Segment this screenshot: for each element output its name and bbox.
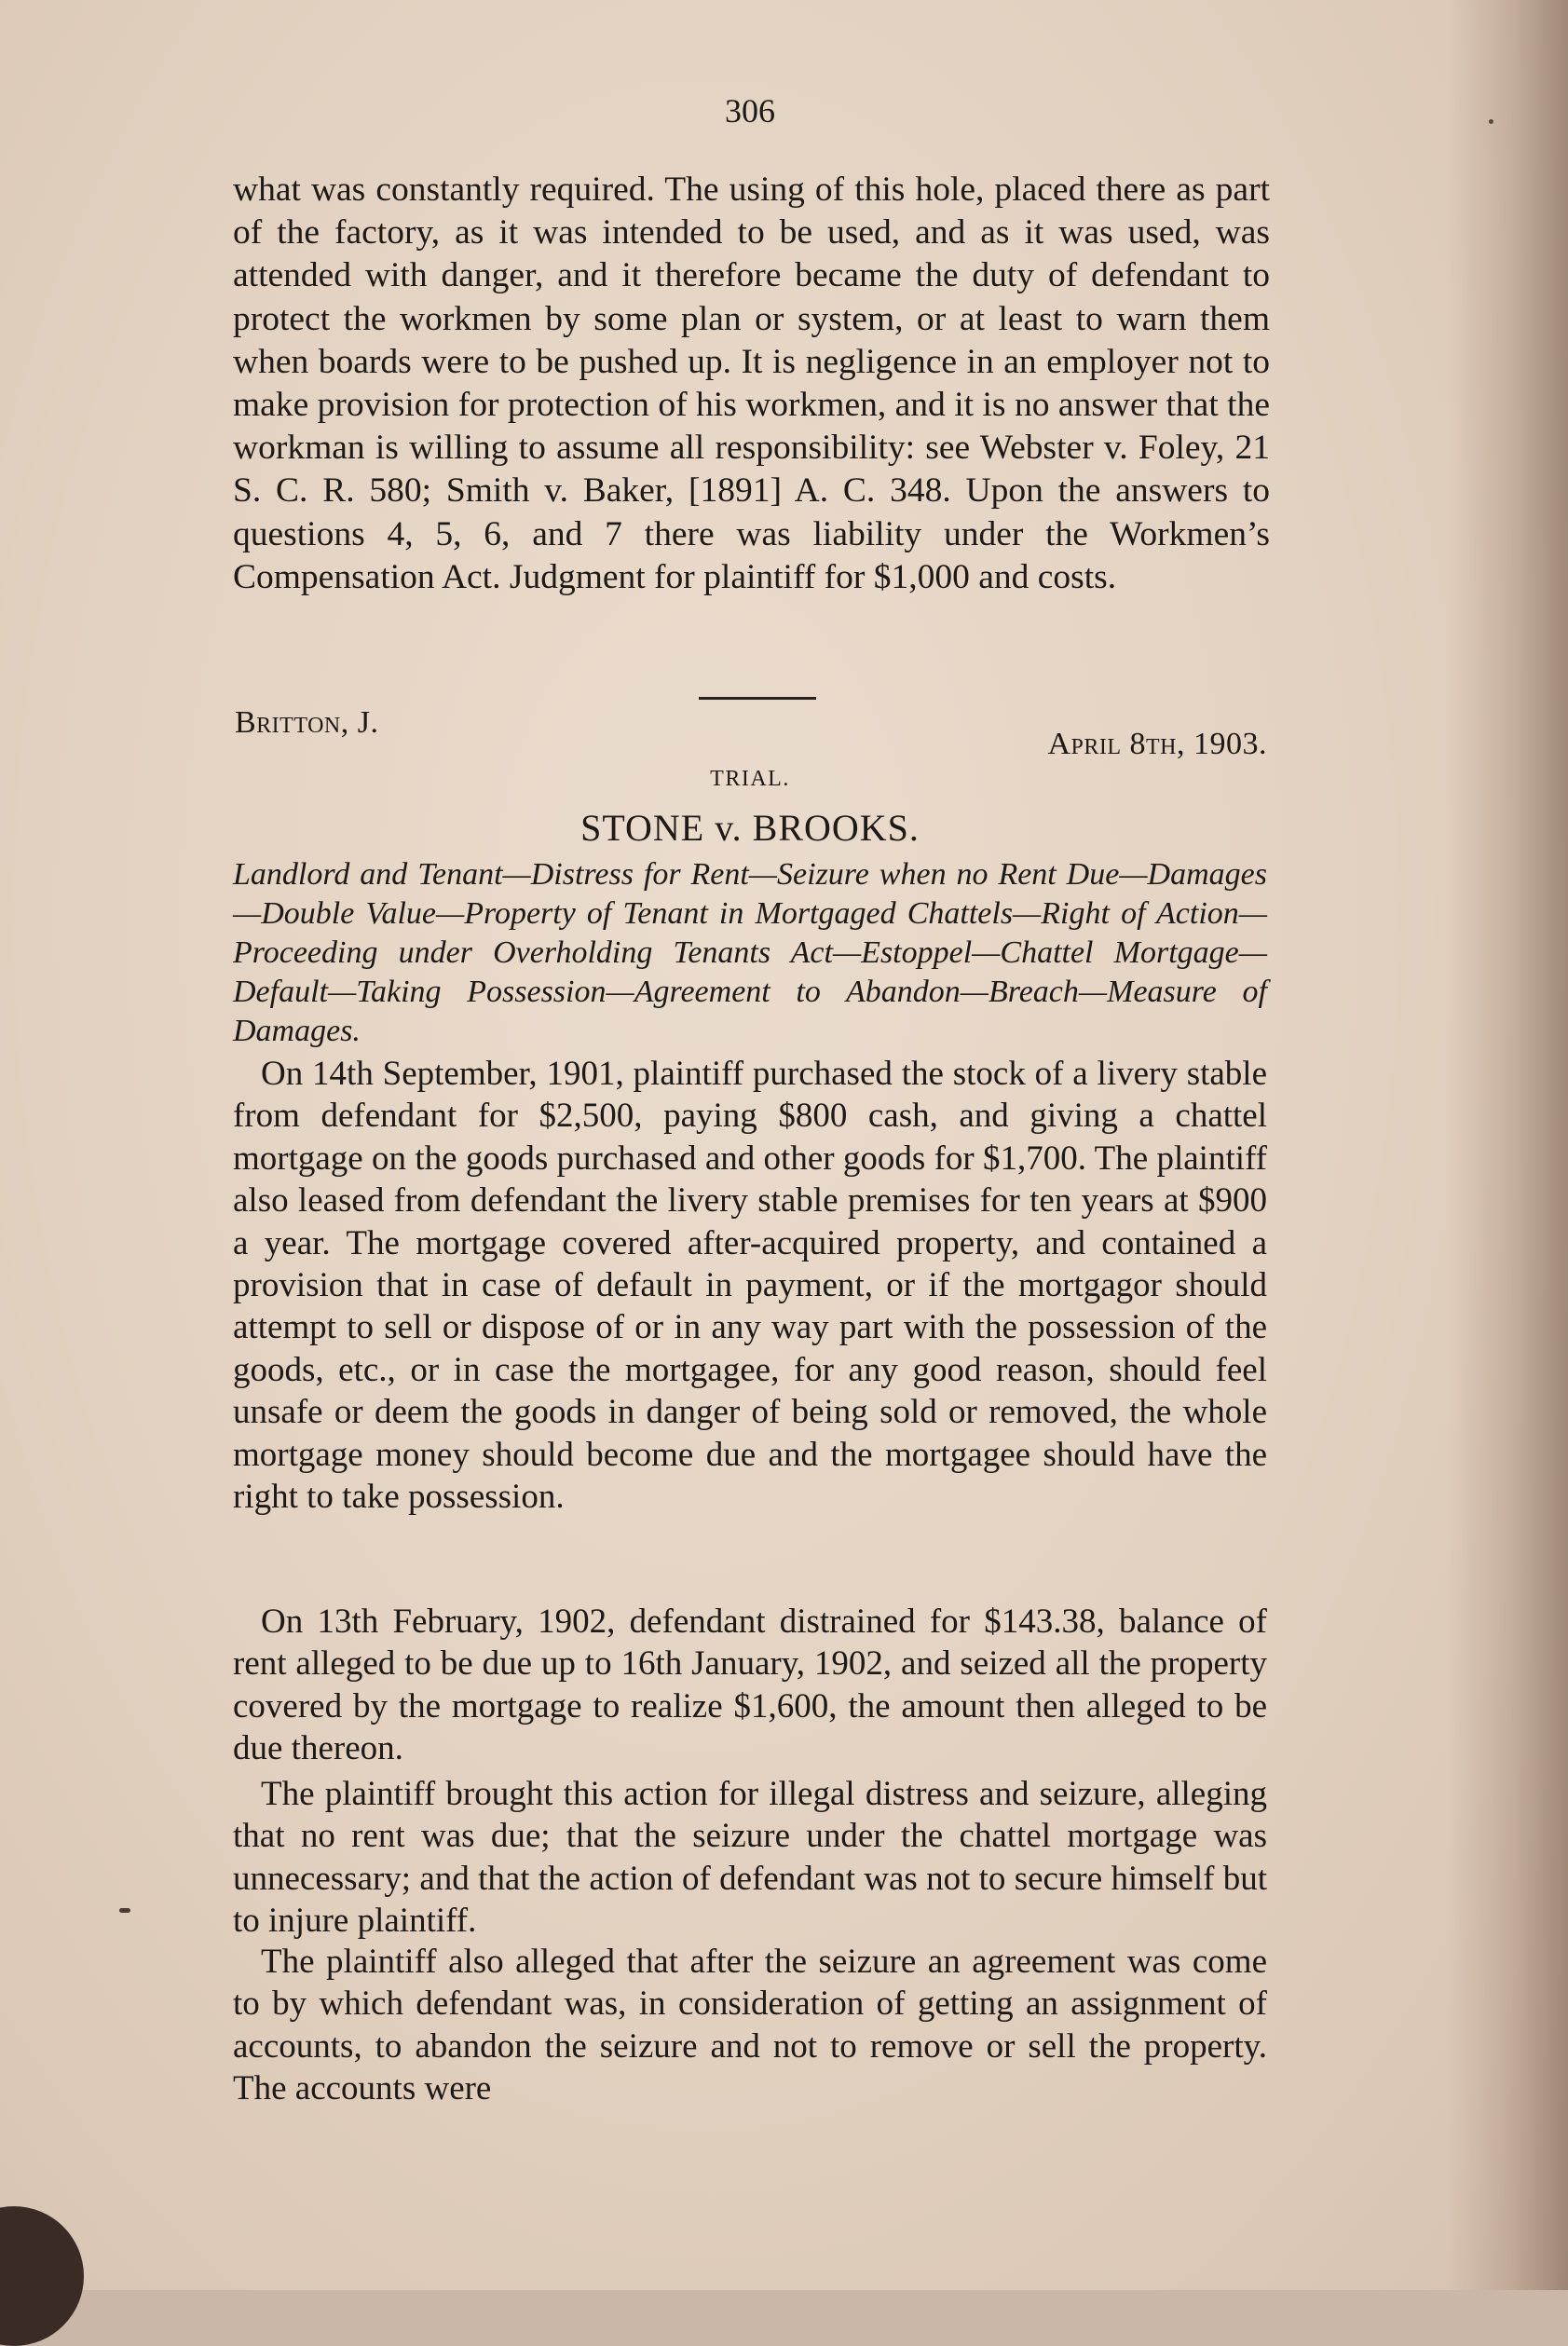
spine-shadow <box>1447 0 1568 2290</box>
scanner-corner-shadow <box>0 2206 84 2346</box>
trial-label: TRIAL. <box>710 767 790 791</box>
paragraph-agreement: The plaintiff also alleged that after the seizure an agreement was come to by which defendant was, in consideration of getting an assignment of accounts, to abandon the seizure and not to remove or sell the property. The accounts were <box>233 1943 1267 2108</box>
paragraph-action: The plaintiff brought this action for illegal distress and seizure, alleging that no rent was due; that the seizure under the chattel mortgage was unnecessary; and that the action of defendant was not to secure himself but to injure plaintiff. <box>233 1775 1267 1941</box>
page-number: 306 <box>725 92 775 130</box>
judge-name: Britton, J. <box>235 705 379 740</box>
paper-speck <box>1489 119 1493 124</box>
decision-date: April 8th, 1903. <box>1047 727 1267 761</box>
paragraph-distress: On 13th February, 1902, defendant distrained for $143.38, balance of rent alleged to be due up to 16th January, 1902, and seized all the property covered by the mortgage to realize $1,600, the amount then alleged to be due thereon. <box>233 1603 1267 1768</box>
ink-smudge <box>119 1908 130 1913</box>
case-title: STONE v. BROOKS. <box>580 807 920 849</box>
paragraph-facts: On 14th September, 1901, plaintiff purchased the stock of a livery stable from defendant for $2,500, paying $800 cash, and giving a chattel mortgage on the goods purchased and other goods for $1,700. The plaintiff also leased from defendant the livery stable premises for ten years at $900 a year. The mortgage covered after-acquired property, and contained a provision that in case of default in payment, or if the mortgagor should attempt to sell or dispose of or in any way part with the possession of the goods, etc., or in case the mortgagee, for any good reason, should feel unsafe or deem the goods in danger of being sold or removed, the whole mortgage money should become due and the mortgagee should have the right to take possession. <box>233 1055 1267 1517</box>
headnote: Landlord and Tenant—Distress for Rent—Seizure when no Rent Due—Damages—Double Value—Property of Tenant in Mortgaged Chattels—Right of Action—Proceeding under Overholding Tenants Act—Estoppel—Chattel Mortgage—Default—Taking Possession—Agreement to Abandon—Breach—Measure of Damages. <box>233 857 1267 1048</box>
section-divider <box>699 697 816 700</box>
paragraph-continuation: what was constantly required. The using of this hole, placed there as part of the factory, as it was intended to be used, and as it was used, was attended with danger, and it therefore became the duty of defendant to protect the workmen by some plan or system, or at least to warn them when boards were to be pushed up. It is negligence in an employer not to make provision for protection of his workmen, and it is no answer that the workman is willing to assume all responsibility: see Webster v. Foley, 21 S. C. R. 580; Smith v. Baker, [1891] A. C. 348. Upon the answers to questions 4, 5, 6, and 7 there was liability under the Workmen’s Compensation Act. Judgment for plaintiff for $1,000 and costs. <box>233 170 1270 596</box>
